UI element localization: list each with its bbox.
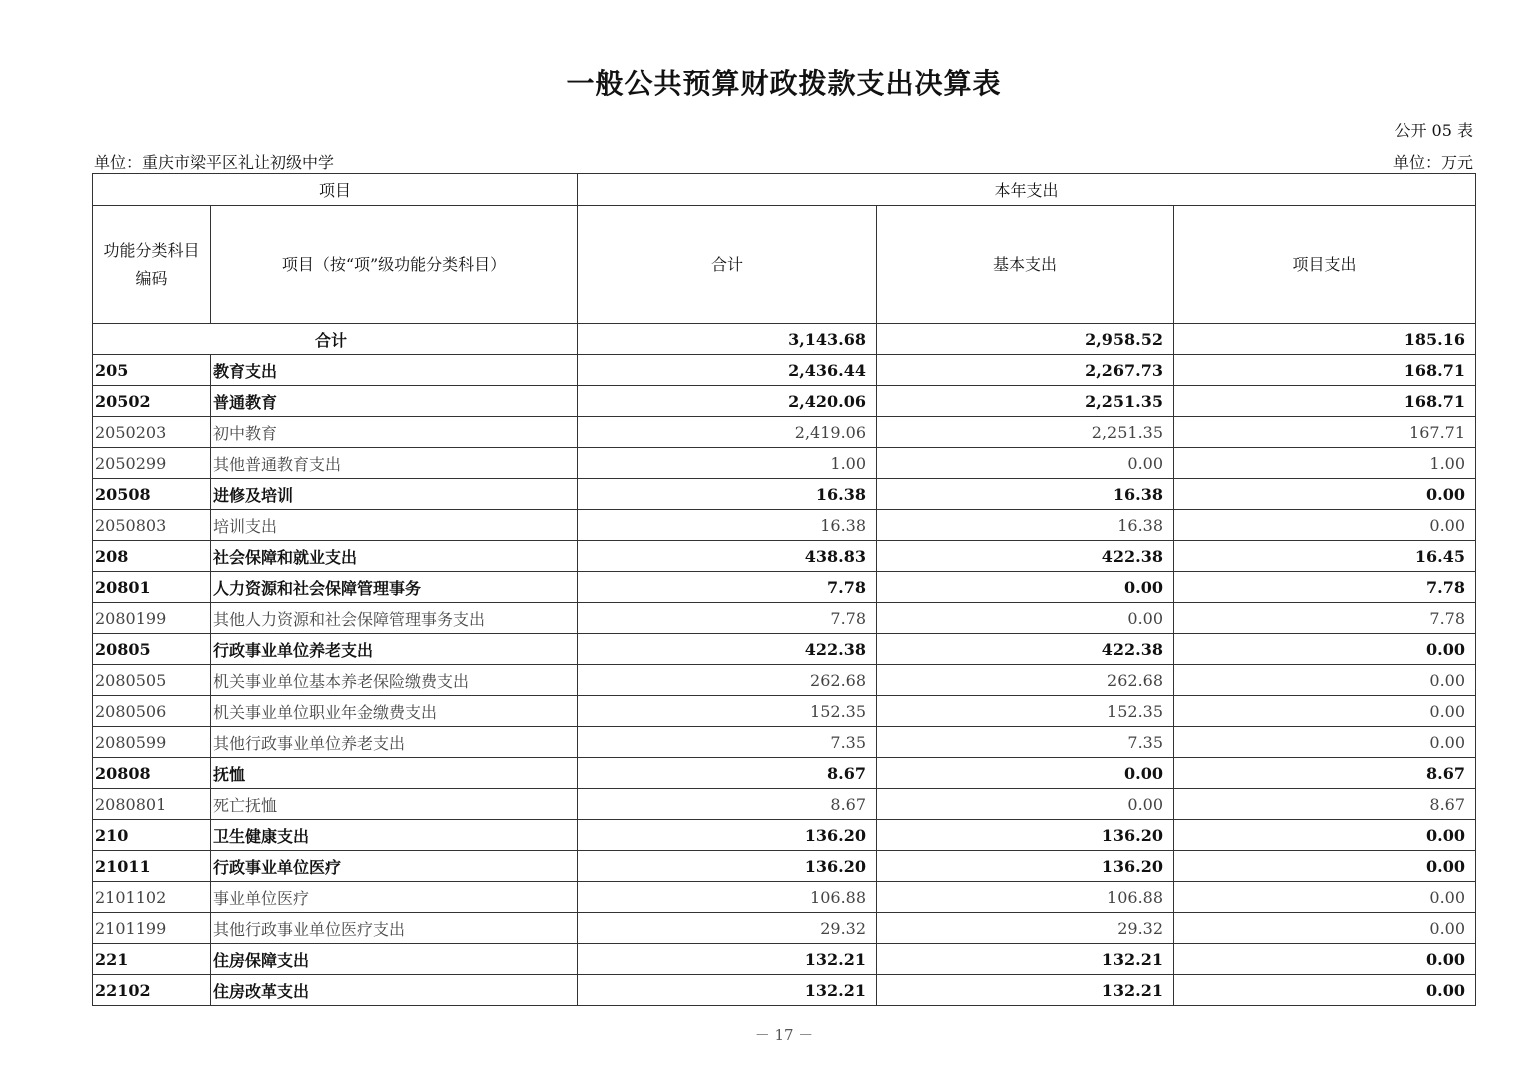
total-amount: 3,143.68 [578,324,877,355]
row-project: 0.00 [1174,913,1476,944]
row-code: 210 [93,820,211,851]
expenditure-table [92,173,1476,1006]
row-basic: 7.35 [877,727,1174,758]
row-basic: 106.88 [877,882,1174,913]
total-row [93,324,1476,355]
row-basic: 132.21 [877,944,1174,975]
row-name: 教育支出 [211,355,578,386]
row-total: 262.68 [578,665,877,696]
row-code: 21011 [93,851,211,882]
row-code: 20808 [93,758,211,789]
row-basic: 16.38 [877,510,1174,541]
row-basic: 262.68 [877,665,1174,696]
row-code: 2080599 [93,727,211,758]
table-row [93,975,1476,1006]
table-row [93,448,1476,479]
table-row [93,851,1476,882]
page-number: － 17 － [754,1026,814,1044]
row-basic: 132.21 [877,975,1174,1006]
row-code: 20805 [93,634,211,665]
row-name: 其他普通教育支出 [211,448,578,479]
table-row [93,758,1476,789]
unit-organization: 单位：重庆市梁平区礼让初级中学 [94,153,335,172]
row-name: 初中教育 [211,417,578,448]
row-code: 22102 [93,975,211,1006]
table-row [93,913,1476,944]
row-project: 168.71 [1174,386,1476,417]
row-total: 7.35 [578,727,877,758]
row-name: 进修及培训 [211,479,578,510]
row-basic: 152.35 [877,696,1174,727]
row-total: 7.78 [578,603,877,634]
row-name: 事业单位医疗 [211,882,578,913]
table-row [93,541,1476,572]
table-row [93,727,1476,758]
row-total: 136.20 [578,851,877,882]
form-number: 公开 05 表 [1394,121,1473,140]
row-total: 132.21 [578,944,877,975]
table-row [93,665,1476,696]
header-this-year: 本年支出 [578,174,1476,206]
row-name: 行政事业单位医疗 [211,851,578,882]
row-code: 2080801 [93,789,211,820]
header-row-2 [93,206,1476,324]
table-row [93,510,1476,541]
table-row [93,386,1476,417]
row-basic: 2,251.35 [877,417,1174,448]
row-project: 0.00 [1174,944,1476,975]
row-name: 普通教育 [211,386,578,417]
row-project: 0.00 [1174,820,1476,851]
row-code: 205 [93,355,211,386]
row-code: 2101102 [93,882,211,913]
row-project: 0.00 [1174,851,1476,882]
row-project: 7.78 [1174,572,1476,603]
row-code: 2080199 [93,603,211,634]
row-project: 0.00 [1174,975,1476,1006]
row-project: 7.78 [1174,603,1476,634]
row-basic: 136.20 [877,820,1174,851]
row-code: 2050299 [93,448,211,479]
row-total: 422.38 [578,634,877,665]
table-row [93,820,1476,851]
row-code: 208 [93,541,211,572]
header-row-1 [93,174,1476,206]
row-code: 2050803 [93,510,211,541]
header-project: 项目支出 [1174,206,1476,324]
row-code: 2101199 [93,913,211,944]
header-total: 合计 [578,206,877,324]
row-basic: 422.38 [877,634,1174,665]
row-project: 167.71 [1174,417,1476,448]
row-project: 168.71 [1174,355,1476,386]
header-code: 功能分类科目编码 [93,206,211,324]
row-total: 2,436.44 [578,355,877,386]
row-basic: 422.38 [877,541,1174,572]
row-project: 8.67 [1174,758,1476,789]
header-item-detail: 项目（按“项”级功能分类科目） [211,206,578,324]
row-total: 132.21 [578,975,877,1006]
row-basic: 0.00 [877,758,1174,789]
row-basic: 2,267.73 [877,355,1174,386]
table-row [93,634,1476,665]
row-project: 0.00 [1174,634,1476,665]
table-row [93,572,1476,603]
row-total: 16.38 [578,510,877,541]
row-code: 20801 [93,572,211,603]
row-name: 行政事业单位养老支出 [211,634,578,665]
table-row [93,944,1476,975]
row-project: 1.00 [1174,448,1476,479]
row-project: 16.45 [1174,541,1476,572]
row-project: 0.00 [1174,696,1476,727]
row-code: 2080506 [93,696,211,727]
row-project: 0.00 [1174,510,1476,541]
row-total: 29.32 [578,913,877,944]
row-name: 住房改革支出 [211,975,578,1006]
row-total: 7.78 [578,572,877,603]
row-basic: 29.32 [877,913,1174,944]
row-basic: 0.00 [877,572,1174,603]
row-name: 社会保障和就业支出 [211,541,578,572]
total-project: 185.16 [1174,324,1476,355]
unit-currency: 单位：万元 [1392,153,1473,172]
row-name: 培训支出 [211,510,578,541]
row-name: 其他行政事业单位养老支出 [211,727,578,758]
row-name: 人力资源和社会保障管理事务 [211,572,578,603]
row-total: 136.20 [578,820,877,851]
row-code: 221 [93,944,211,975]
row-name: 死亡抚恤 [211,789,578,820]
row-name: 机关事业单位职业年金缴费支出 [211,696,578,727]
table-row [93,696,1476,727]
row-code: 20508 [93,479,211,510]
row-project: 0.00 [1174,882,1476,913]
row-total: 8.67 [578,758,877,789]
row-name: 卫生健康支出 [211,820,578,851]
row-project: 0.00 [1174,479,1476,510]
row-total: 152.35 [578,696,877,727]
table-row [93,355,1476,386]
row-total: 8.67 [578,789,877,820]
total-label: 合计 [93,324,578,355]
table-row [93,882,1476,913]
row-project: 0.00 [1174,727,1476,758]
row-name: 其他人力资源和社会保障管理事务支出 [211,603,578,634]
row-total: 1.00 [578,448,877,479]
row-basic: 0.00 [877,789,1174,820]
page-title: 一般公共预算财政拨款支出决算表 [566,67,1002,100]
row-code: 2050203 [93,417,211,448]
row-name: 抚恤 [211,758,578,789]
row-basic: 2,251.35 [877,386,1174,417]
row-total: 438.83 [578,541,877,572]
row-project: 8.67 [1174,789,1476,820]
row-code: 20502 [93,386,211,417]
table-row [93,479,1476,510]
total-basic: 2,958.52 [877,324,1174,355]
row-basic: 0.00 [877,603,1174,634]
row-basic: 0.00 [877,448,1174,479]
row-total: 2,419.06 [578,417,877,448]
row-name: 其他行政事业单位医疗支出 [211,913,578,944]
row-basic: 16.38 [877,479,1174,510]
table-row [93,603,1476,634]
row-total: 2,420.06 [578,386,877,417]
row-total: 16.38 [578,479,877,510]
table-row [93,789,1476,820]
row-name: 机关事业单位基本养老保险缴费支出 [211,665,578,696]
row-project: 0.00 [1174,665,1476,696]
header-basic: 基本支出 [877,206,1174,324]
row-code: 2080505 [93,665,211,696]
row-basic: 136.20 [877,851,1174,882]
table-row [93,417,1476,448]
row-name: 住房保障支出 [211,944,578,975]
header-item: 项目 [93,174,578,206]
row-total: 106.88 [578,882,877,913]
